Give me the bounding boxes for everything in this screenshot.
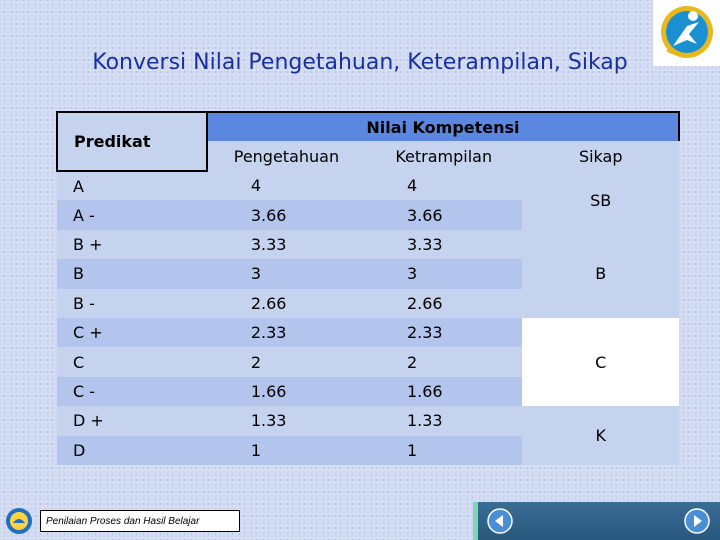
ketrampilan-cell: 3	[406, 264, 418, 284]
subheader-ketrampilan: Ketrampilan	[395, 146, 493, 166]
next-slide-button[interactable]	[684, 508, 710, 534]
pengetahuan-cell: 2.33	[250, 323, 287, 343]
ketrampilan-cell: 4	[406, 176, 418, 196]
predikat-cell: D +	[73, 411, 104, 431]
predikat-cell: B -	[73, 293, 95, 313]
sikap-cell: SB	[522, 171, 679, 230]
table-row	[57, 171, 679, 200]
table-row	[57, 406, 679, 435]
predikat-cell: D	[73, 440, 86, 460]
pengetahuan-cell: 1.33	[250, 411, 287, 431]
sikap-cell: B	[522, 230, 679, 318]
subheader-pengetahuan: Pengetahuan	[233, 146, 340, 166]
sikap-cell: C	[522, 318, 679, 406]
prev-slide-button[interactable]	[487, 508, 513, 534]
ketrampilan-cell: 1.33	[406, 411, 443, 431]
predikat-cell: A	[73, 176, 84, 196]
pengetahuan-cell: 3.33	[250, 234, 287, 254]
header-nilai-kompetensi: Nilai Kompetensi	[207, 112, 679, 141]
nav-bar-accent	[473, 502, 478, 540]
predikat-cell: C	[73, 352, 85, 372]
predikat-cell: A -	[73, 205, 95, 225]
pengetahuan-cell: 2.66	[250, 293, 287, 313]
conversion-table	[56, 111, 680, 465]
ketrampilan-cell: 1.66	[406, 381, 443, 401]
ketrampilan-cell: 3.33	[406, 234, 443, 254]
table-row	[57, 230, 679, 259]
sikap-cell: K	[522, 406, 679, 465]
pengetahuan-cell: 3	[250, 264, 262, 284]
footer-label: Penilaian Proses dan Hasil Belajar	[40, 510, 240, 532]
arrow-right-icon	[685, 509, 709, 533]
slide-title: Konversi Nilai Pengetahuan, Keterampilan, Sikap	[92, 50, 628, 75]
ketrampilan-cell: 2	[406, 352, 418, 372]
ketrampilan-cell: 1	[406, 440, 418, 460]
kurikulum-logo-icon	[653, 0, 720, 66]
pengetahuan-cell: 1	[250, 440, 262, 460]
ketrampilan-cell: 2.66	[406, 293, 443, 313]
header-predikat: Predikat	[57, 112, 207, 171]
predikat-cell: B +	[73, 234, 103, 254]
table-row	[57, 318, 679, 347]
predikat-cell: C +	[73, 323, 103, 343]
ketrampilan-cell: 2.33	[406, 323, 443, 343]
pengetahuan-cell: 3.66	[250, 205, 287, 225]
predikat-cell: B	[73, 264, 84, 284]
subheader-sikap: Sikap	[578, 146, 623, 166]
pengetahuan-cell: 2	[250, 352, 262, 372]
tut-wuri-handayani-logo-icon	[4, 506, 34, 536]
ketrampilan-cell: 3.66	[406, 205, 443, 225]
predikat-cell: C -	[73, 381, 96, 401]
pengetahuan-cell: 1.66	[250, 381, 287, 401]
arrow-left-icon	[488, 509, 512, 533]
pengetahuan-cell: 4	[250, 176, 262, 196]
